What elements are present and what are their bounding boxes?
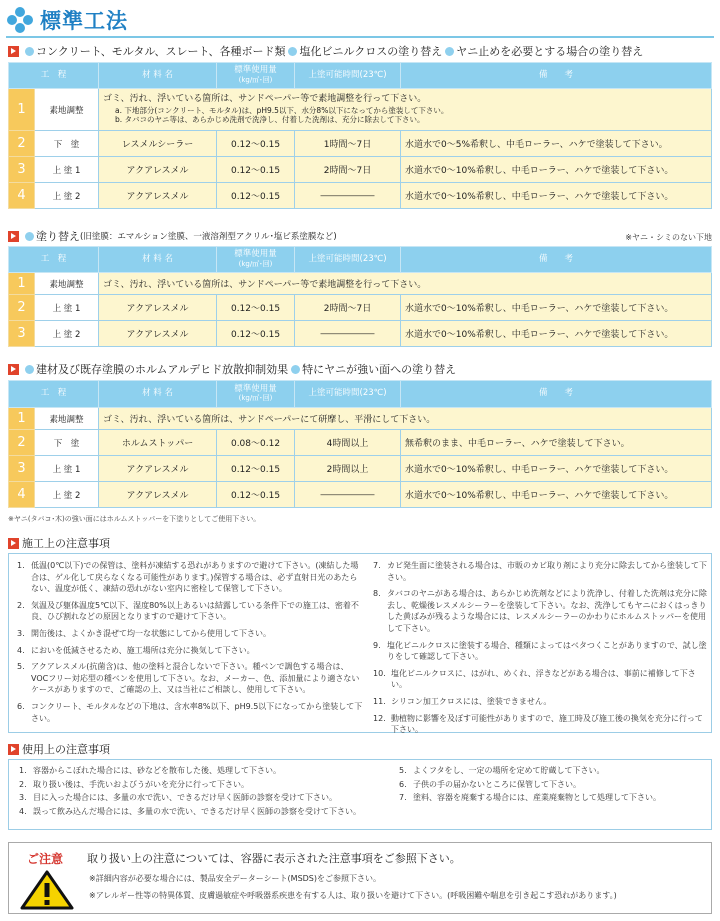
triangle-marker-icon (8, 46, 19, 57)
logo-icon (6, 6, 34, 34)
usage-notes-box (8, 759, 712, 830)
table-row: 1 素地調整 ゴミ、汚れ、浮いている箇所は、サンドペーパー等で素地調整を行って下さい。 a. 下地部分(コンクリート、モルタル)は、pH9.5以下、水分8%以下になってから塗装して下さい。 b. タバコのヤニ等は、あらかじめ洗剤で洗浄し、付着した洗剤は、充分に除去して下さい。 (9, 89, 712, 131)
list-item: 7. 塗料、容器を廃棄する場合には、産業廃棄物として処理して下さい。 (399, 793, 661, 803)
list-item: 1. 低温(0℃以下)での保管は、塗料が凍結する恐れがありますので避けて下さい。(凍結した場合は、ゲル化して戻らなくなる可能性があります。)保管する場合は、必ず直射日光のあたらない、温度が低く、凍結の恐れがない室内に密栓して保管して下さい。 (17, 561, 359, 594)
list-item: 11. シリコン加工クロスには、塗装できません。 (373, 696, 552, 706)
triangle-marker-icon (8, 538, 19, 549)
list-item: 5. アクアレスメル(抗菌含)は、他の塗料と混合しないで下さい。種ベンで調色する場合は、VOCフリー対応型の種ベンを使用して下さい。なお、メーカー、色、添加量により適さないケースがありますので、ご確認の上、又は当社にご相談し、使用して下さい。 (17, 662, 360, 695)
section1-heading: コンクリート、モルタル、スレート、各種ボード類 塩化ビニルクロスの塗り替え ヤニ止めを必要とする場合の塗り替え (8, 43, 643, 59)
triangle-marker-icon (8, 364, 19, 375)
caution-box (8, 842, 712, 914)
list-item: 2. 気温及び躯体温度5℃以下、湿度80%以上あるいは結露している条件下での施工は、密着不良、ひび割れなどの原因となりますので避けて下さい。 (17, 600, 359, 622)
header-usage: 標準使用量 (kg/㎡･回) (217, 63, 295, 89)
construction-heading: 施工上の注意事項 (8, 535, 110, 551)
section2-note: ※ヤニ・シミのない下地 (625, 233, 712, 242)
bullet-dot-icon (445, 47, 454, 56)
spec-table-1 (8, 62, 712, 209)
list-item: 3. 開缶後は、よくかき混ぜて均一な状態にしてから使用して下さい。 (17, 628, 271, 638)
table-row: 1 素地調整 ゴミ、汚れ、浮いている箇所は、サンドペーパーにて研摩し、平滑にして下さい。 (9, 408, 712, 430)
title-bar (6, 4, 714, 38)
caution-note-2: ※アレルギー性等の特異体質、皮膚過敏症や呼吸器系疾患を有する人は、取り扱いを避けて下さい。(呼吸困難や喘息を引き起こす恐れがあります。) (89, 891, 617, 900)
table-row: 4 上 塗 2 アクアレスメル 0.12〜0.15 ―――――― 水道水で0〜10%希釈し、中毛ローラー、ハケで塗装して下さい。 (9, 183, 712, 209)
table-header (9, 63, 712, 89)
triangle-marker-icon (8, 744, 19, 755)
list-item: 7. カビ発生面に塗装される場合は、市販のカビ取り剤により充分に除去してから塗装して下さい。 (373, 561, 707, 582)
list-item: 10. 塩化ビニルクロスに、はがれ、めくれ、浮きなどがある場合は、事前に補修して下さい。 (373, 668, 696, 690)
list-item: 3. 目に入った場合には、多量の水で洗い、できるだけ早く医師の診察を受けて下さい。 (19, 793, 337, 803)
table-row: 2 上 塗 1 アクアレスメル 0.12〜0.15 2時間〜7日 水道水で0〜10%希釈し、中毛ローラー、ハケで塗装して下さい。 (9, 295, 712, 321)
spec-table-2 (8, 246, 712, 347)
table-row: 1 素地調整 ゴミ、汚れ、浮いている箇所は、サンドペーパー等で素地調整を行って下さい。 (9, 273, 712, 295)
list-item: 2. 取り扱い後は、手洗いおよびうがいを充分に行って下さい。 (19, 779, 249, 789)
spec-table-3 (8, 380, 712, 508)
header-note: 備 考 (401, 63, 712, 89)
usage-left-column (19, 765, 389, 819)
section2-heading: 塗り替え (旧塗膜：エマルション塗膜、一液溶剤型アクリル･塩ビ系塗膜など) (8, 228, 337, 244)
header-proc: 工 程 (9, 63, 99, 89)
list-item: 6. コンクリート、モルタルなどの下地は、含水率8%以下、pH9.5以下になってから塗装して下さい。 (17, 701, 363, 723)
list-item: 1. 容器からこぼれた場合には、砂などを散布した後、処理して下さい。 (19, 766, 281, 775)
list-item: 5. よくフタをし、一定の場所を定めて貯蔵して下さい。 (399, 766, 605, 775)
section3-heading: 建材及び既存塗膜のホルムアルデヒド放散抑制効果 特にヤニが強い面への塗り替え (8, 361, 456, 377)
construction-notes-box (8, 553, 712, 733)
page-title: 標準工法 (40, 9, 128, 33)
bullet-dot-icon (291, 365, 300, 374)
section3-footnote: ※ヤニ(タバコ･木)の強い面にはホルムストッパーを下塗りとしてご使用下さい。 (8, 515, 261, 523)
list-item: 4. においを低減させるため、施工場所は充分に換気して下さい。 (17, 645, 255, 655)
list-item: 8. タバコのヤニがある場合は、あらかじめ洗剤などにより洗浄し、付着した洗剤は充分に除去し、乾燥後レスメルシーラーを塗装して下さい。なお、洗浄してもヤニにおくはっきりした黄ばみが残るような場合には、レスメルシーラーのかわりにホルムストッパーを使用して下さい。 (373, 589, 707, 633)
list-item: 6. 子供の手の届かないところに保管して下さい。 (399, 779, 581, 789)
bullet-dot-icon (25, 47, 34, 56)
bullet-dot-icon (25, 365, 34, 374)
table-row: 4 上 塗 2 アクアレスメル 0.12〜0.15 ―――――― 水道水で0〜10%希釈し、中毛ローラー、ハケで塗装して下さい。 (9, 482, 712, 508)
header-time: 上塗可能時間(23℃) (295, 63, 401, 89)
caution-note-1: ※詳細内容が必要な場合には、製品安全データーシート(MSDS)をご参照下さい。 (89, 874, 382, 883)
caution-main-text: 取り扱い上の注意については、容器に表示された注意事項をご参照下さい。 (87, 852, 461, 865)
construction-right-column (373, 560, 707, 741)
table-row: 2 下 塗 レスメルシーラー 0.12〜0.15 1時間〜7日 水道水で0〜5%希釈し、中毛ローラー、ハケで塗装して下さい。 (9, 131, 712, 157)
table-header: 工 程 材 料 名 標準使用量 (kg/㎡･回) 上塗可能時間(23℃) 備 考 (9, 247, 712, 273)
list-item: 12. 動植物に影響を及ぼす可能性がありますので、施工時及び施工後の換気を充分に行って下さい。 (373, 713, 703, 735)
usage-heading: 使用上の注意事項 (8, 741, 110, 757)
table-row: 3 上 塗 1 アクアレスメル 0.12〜0.15 2時間〜7日 水道水で0〜10%希釈し、中毛ローラー、ハケで塗装して下さい。 (9, 157, 712, 183)
table-row: 3 上 塗 1 アクアレスメル 0.12〜0.15 2時間以上 水道水で0〜10%希釈し、中毛ローラー、ハケで塗装して下さい。 (9, 456, 712, 482)
construction-left-column (17, 560, 365, 729)
table-row: 3 上 塗 2 アクアレスメル 0.12〜0.15 ―――――― 水道水で0〜10%希釈し、中毛ローラー、ハケで塗装して下さい。 (9, 321, 712, 347)
caution-label: ご注意 (27, 852, 64, 866)
table-row: 2 下 塗 ホルムストッパー 0.08〜0.12 4時間以上 無希釈のまま、中毛ローラー、ハケで塗装して下さい。 (9, 430, 712, 456)
triangle-marker-icon (8, 231, 19, 242)
list-item: 4. 誤って飲み込んだ場合には、多量の水で洗い、できるだけ早く医師の診察を受けて下さい。 (19, 806, 361, 816)
bullet-dot-icon (288, 47, 297, 56)
usage-right-column (399, 765, 704, 806)
header-material: 材 料 名 (99, 63, 217, 89)
bullet-dot-icon (25, 232, 34, 241)
list-item: 9. 塩化ビニルクロスに塗装する場合、種類によってはベタつくことがありますので、試し塗りをして確認して下さい。 (373, 640, 707, 662)
warning-triangle-icon (19, 869, 75, 911)
table-header: 工 程 材 料 名 標準使用量 (kg/㎡･回) 上塗可能時間(23℃) 備 考 (9, 381, 712, 408)
